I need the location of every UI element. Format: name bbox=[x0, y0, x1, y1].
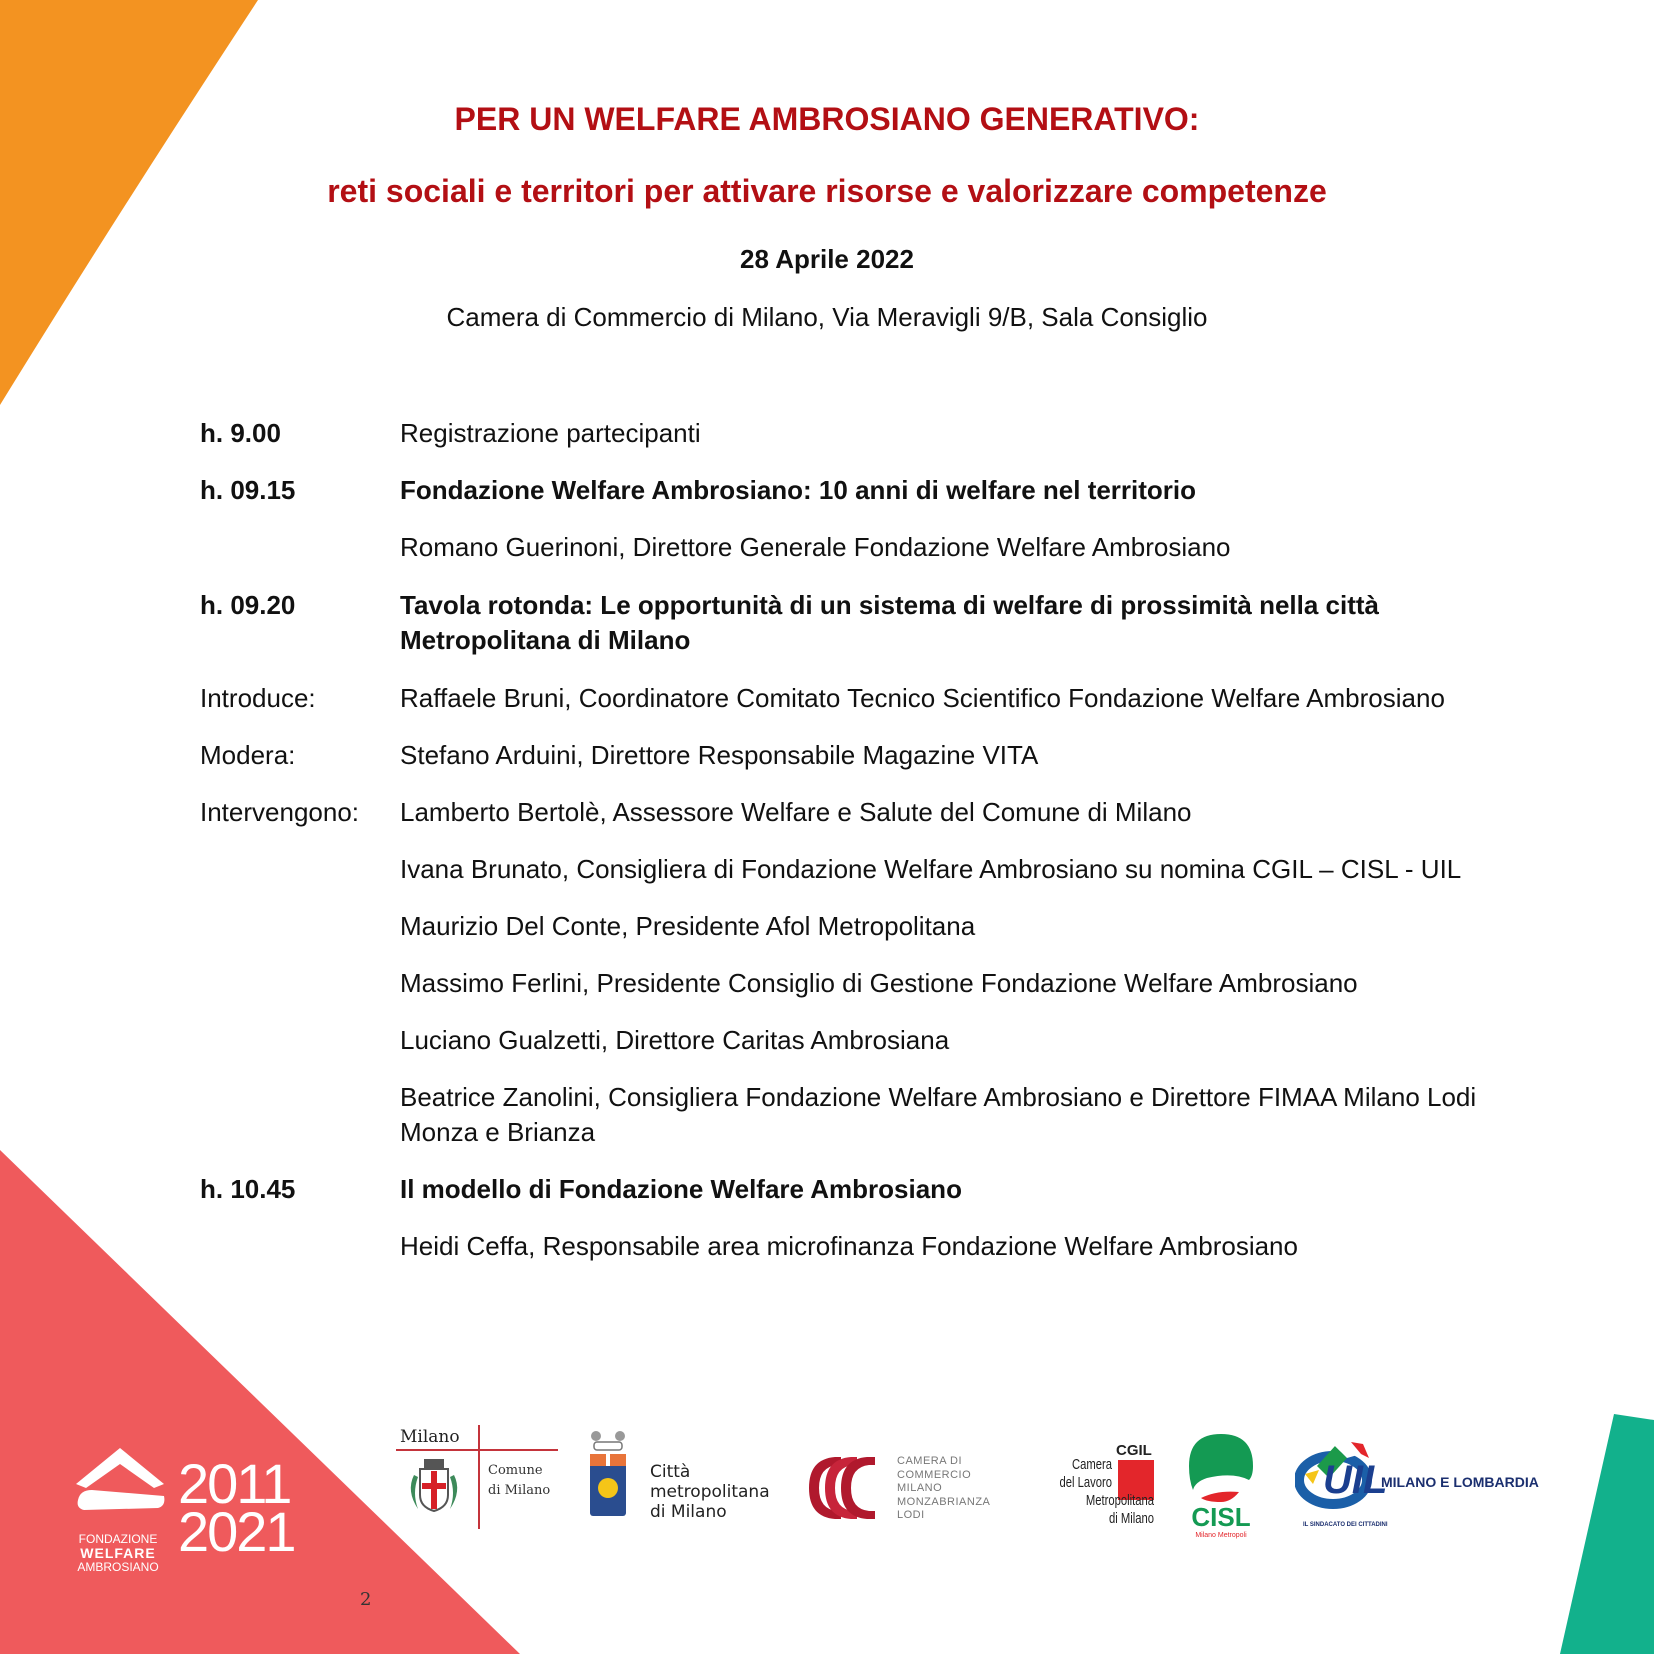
agenda-speaker bbox=[400, 1080, 1590, 1150]
uil-region: MILANO E LOMBARDIA bbox=[1381, 1474, 1539, 1490]
agenda-speaker: Massimo Ferlini, Presidente Consiglio di Gestione Fondazione Welfare Ambrosiano bbox=[400, 968, 1358, 998]
uil-tagline: IL SINDACATO DEI CITTADINI bbox=[1303, 1522, 1388, 1528]
agenda-time: h. 10.45 bbox=[200, 1174, 296, 1204]
uil-logo bbox=[1295, 1440, 1555, 1530]
citta-logo-line3: di Milano bbox=[650, 1502, 727, 1522]
fwa-logo-line3: AMBROSIANO bbox=[77, 1560, 159, 1574]
agenda-speaker-line1: Beatrice Zanolini, Consigliera Fondazione Welfare Ambrosiano e Direttore FIMAA Milano Lodi bbox=[400, 1082, 1477, 1112]
cisl-emblem-icon bbox=[1187, 1432, 1255, 1504]
agenda-speaker: Heidi Ceffa, Responsabile area microfinanza Fondazione Welfare Ambrosiano bbox=[400, 1231, 1298, 1261]
cgil-logo-line2: del Lavoro bbox=[1059, 1474, 1112, 1491]
fwa-logo bbox=[68, 1440, 328, 1590]
ccc-logo-line3: MILANO bbox=[897, 1482, 943, 1494]
agenda-time: h. 9.00 bbox=[200, 418, 281, 448]
citta-logo-line2: metropolitana bbox=[650, 1482, 770, 1502]
cgil-logo-line1: Camera bbox=[1071, 1456, 1112, 1473]
house-roof-icon bbox=[70, 1444, 170, 1512]
comune-milano-logo bbox=[396, 1425, 561, 1530]
fwa-year-end: 2021 bbox=[178, 1500, 295, 1563]
ccc-logo-line4: MONZABRIANZA bbox=[897, 1495, 991, 1508]
comune-logo-line2: di Milano bbox=[488, 1483, 551, 1498]
uil-brand: UIL bbox=[1323, 1458, 1388, 1502]
agenda-session-title bbox=[400, 588, 1590, 658]
ccc-logo-line2: COMMERCIO bbox=[897, 1468, 972, 1481]
cgil-brand: CGIL bbox=[1116, 1442, 1152, 1459]
event-subtitle: reti sociali e territori per attivare risorse e valorizzare competenze bbox=[327, 173, 1327, 209]
ccc-logo-line5: LODI bbox=[897, 1509, 925, 1521]
teal-corner-shape bbox=[1560, 1414, 1654, 1654]
agenda-speaker: Ivana Brunato, Consigliera di Fondazione Welfare Ambrosiano su nomina CGIL – CISL - UIL bbox=[400, 854, 1462, 884]
citta-metropolitana-logo bbox=[578, 1430, 778, 1530]
cgil-logo-line4: di Milano bbox=[1108, 1510, 1154, 1527]
cgil-logo-line3: Metropolitana bbox=[1085, 1492, 1154, 1509]
agenda-time: h. 09.20 bbox=[200, 590, 296, 620]
agenda-role-label: Modera: bbox=[200, 740, 296, 770]
agenda-session-title-line2: Metropolitana di Milano bbox=[400, 625, 691, 655]
agenda-speaker: Lamberto Bertolè, Assessore Welfare e Salute del Comune di Milano bbox=[400, 797, 1192, 827]
agenda-session-title-line1: Tavola rotonda: Le opportunità di un sistema di welfare di prossimità nella città bbox=[400, 590, 1380, 620]
cisl-brand: CISL bbox=[1191, 1502, 1251, 1532]
comune-logo-line1: Comune bbox=[488, 1463, 543, 1478]
agenda-session-title: Il modello di Fondazione Welfare Ambrosiano bbox=[400, 1174, 962, 1204]
agenda-time: h. 09.15 bbox=[200, 475, 296, 505]
fwa-logo-line1: FONDAZIONE bbox=[78, 1532, 158, 1546]
agenda-speaker: Stefano Arduini, Direttore Responsabile Magazine VITA bbox=[400, 740, 1039, 770]
agenda-speaker: Luciano Gualzetti, Direttore Caritas Ambrosiana bbox=[400, 1025, 950, 1055]
agenda-role-label: Intervengono: bbox=[200, 797, 360, 827]
camera-commercio-ccc-icon bbox=[805, 1455, 881, 1521]
citta-metro-crest-icon bbox=[578, 1430, 638, 1522]
ccc-logo-line1: CAMERA DI bbox=[897, 1455, 963, 1467]
agenda-speaker: Maurizio Del Conte, Presidente Afol Metropolitana bbox=[400, 911, 976, 941]
event-title: PER UN WELFARE AMBROSIANO GENERATIVO: bbox=[454, 101, 1200, 137]
milano-coat-of-arms-icon bbox=[404, 1455, 464, 1517]
agenda-text: Registrazione partecipanti bbox=[400, 418, 701, 448]
cisl-logo bbox=[1183, 1432, 1259, 1542]
event-date: 28 Aprile 2022 bbox=[740, 244, 914, 274]
agenda-speaker: Raffaele Bruni, Coordinatore Comitato Tecnico Scientifico Fondazione Welfare Ambrosiano bbox=[400, 683, 1445, 713]
agenda-session-title: Fondazione Welfare Ambrosiano: 10 anni di welfare nel territorio bbox=[400, 475, 1197, 505]
comune-logo-title: Milano bbox=[400, 1427, 460, 1447]
fwa-year-start: 2011 bbox=[178, 1452, 291, 1515]
agenda-speaker: Romano Guerinoni, Direttore Generale Fondazione Welfare Ambrosiano bbox=[400, 532, 1231, 562]
cgil-logo bbox=[1040, 1442, 1160, 1542]
citta-logo-line1: Città bbox=[650, 1462, 691, 1482]
camera-commercio-logo bbox=[805, 1455, 1015, 1535]
agenda-role-label: Introduce: bbox=[200, 683, 316, 713]
fwa-logo-line2: WELFARE bbox=[80, 1545, 156, 1561]
event-venue: Camera di Commercio di Milano, Via Meravigli 9/B, Sala Consiglio bbox=[446, 302, 1208, 332]
agenda-speaker-line2: Monza e Brianza bbox=[400, 1117, 596, 1147]
cisl-subtitle: Milano Metropoli bbox=[1195, 1532, 1247, 1539]
page-number: 2 bbox=[360, 1589, 372, 1610]
